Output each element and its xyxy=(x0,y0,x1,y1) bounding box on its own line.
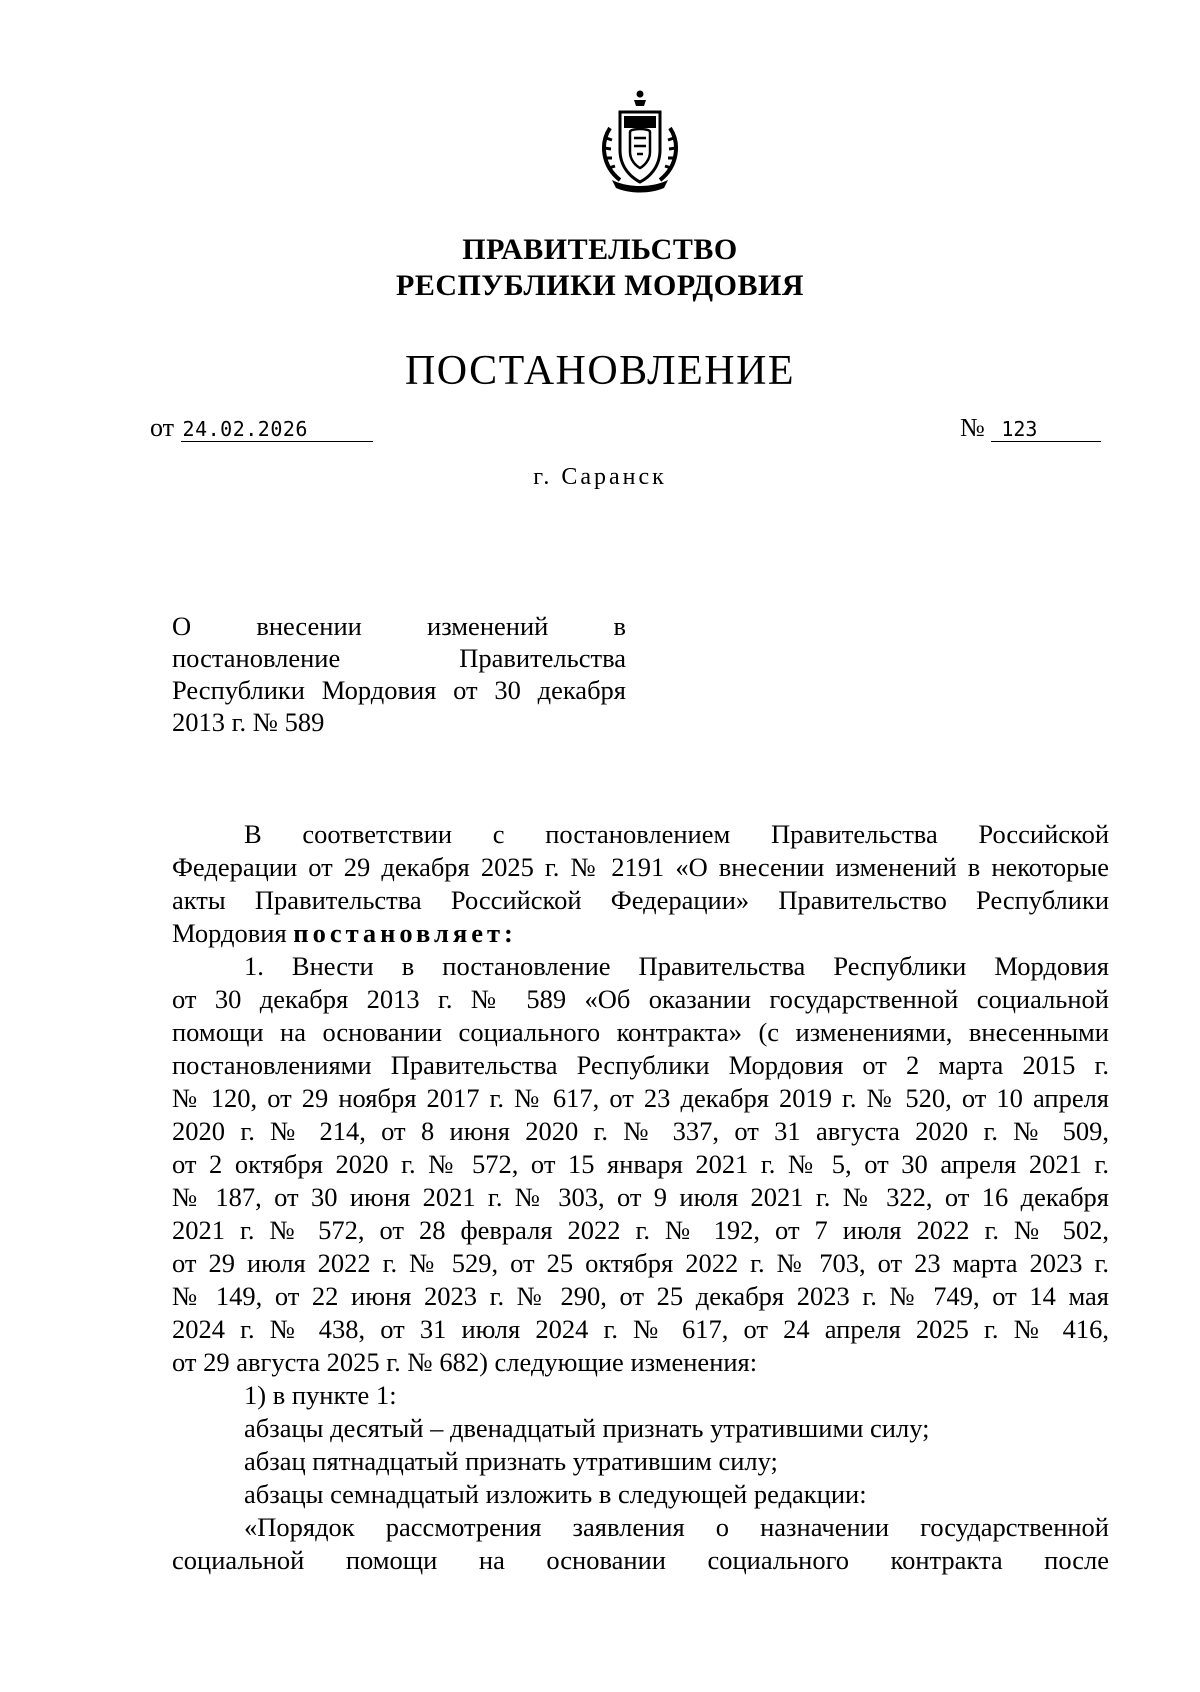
title-line: О внесении изменений в xyxy=(172,611,626,641)
body-line: № 187, от 30 июня 2021 г. № 303, от 9 июля 2021 г. № 322, от 16 декабря xyxy=(172,1182,1109,1212)
body-text: Мордовия xyxy=(172,918,287,948)
body-line: помощи на основании социального контракта» (с изменениями, внесенными xyxy=(172,1017,1109,1047)
body-line: 1. Внести в постановление Правительства Республики Мордовия xyxy=(244,951,1109,981)
decree-word: постановляет: xyxy=(293,918,517,948)
body-line: 2024 г. № 438, от 31 июля 2024 г. № 617, от 24 апреля 2025 г. № 416, xyxy=(172,1314,1109,1344)
body-line: абзацы десятый – двенадцатый признать утратившими силу; xyxy=(244,1413,930,1443)
body-line: В соответствии с постановлением Правительства Российской xyxy=(244,819,1109,849)
document-body xyxy=(172,818,1109,1577)
body-line: 2020 г. № 214, от 8 июня 2020 г. № 337, от 31 августа 2020 г. № 509, xyxy=(172,1116,1109,1146)
body-line: Федерации от 29 декабря 2025 г. № 2191 «О внесении изменений в некоторые xyxy=(172,852,1109,882)
organization-name-line1: ПРАВИТЕЛЬСТВО xyxy=(462,233,738,266)
organization-name-line2: РЕСПУБЛИКИ МОРДОВИЯ xyxy=(396,269,804,302)
document-date xyxy=(150,412,373,444)
document-number xyxy=(960,412,1101,444)
body-line: абзац пятнадцатый признать утратившим силу; xyxy=(244,1446,778,1476)
number-value: 123 xyxy=(991,417,1101,442)
body-line: № 120, от 29 ноября 2017 г. № 617, от 23 декабря 2019 г. № 520, от 10 апреля xyxy=(172,1083,1109,1113)
body-line: от 29 августа 2025 г. № 682) следующие изменения: xyxy=(172,1347,758,1377)
title-line: Республики Мордовия от 30 декабря xyxy=(172,675,626,705)
city: г. Саранск xyxy=(533,464,667,490)
title-line: 2013 г. № 589 xyxy=(172,707,325,737)
body-line: № 149, от 22 июня 2023 г. № 290, от 25 декабря 2023 г. № 749, от 14 мая xyxy=(172,1281,1109,1311)
body-line: от 30 декабря 2013 г. № 589 «Об оказании государственной социальной xyxy=(172,984,1109,1014)
body-line: абзацы семнадцатый изложить в следующей редакции: xyxy=(244,1479,867,1509)
document-title xyxy=(172,610,626,738)
body-line: от 29 июля 2022 г. № 529, от 25 октября 2022 г. № 703, от 23 марта 2023 г. xyxy=(172,1248,1109,1278)
date-value: 24.02.2026 xyxy=(181,417,373,442)
body-line: 2021 г. № 572, от 28 февраля 2022 г. № 192, от 7 июля 2022 г. № 502, xyxy=(172,1215,1109,1245)
document-type: ПОСТАНОВЛЕНИЕ xyxy=(404,348,796,394)
coat-of-arms-icon xyxy=(590,88,690,194)
number-prefix: № xyxy=(960,413,985,442)
body-line: акты Правительства Российской Федерации» Правительство Республики xyxy=(172,885,1109,915)
body-line: социальной помощи на основании социального контракта после xyxy=(172,1545,1109,1575)
date-prefix: от xyxy=(150,413,175,442)
body-line: от 2 октября 2020 г. № 572, от 15 января 2021 г. № 5, от 30 апреля 2021 г. xyxy=(172,1149,1109,1179)
body-line: постановлениями Правительства Республики Мордовия от 2 марта 2015 г. xyxy=(172,1050,1109,1080)
body-line: «Порядок рассмотрения заявления о назначении государственной xyxy=(244,1512,1109,1542)
body-line: 1) в пункте 1: xyxy=(244,1380,397,1410)
body-line xyxy=(172,917,1109,950)
title-line: постановление Правительства xyxy=(172,643,626,673)
